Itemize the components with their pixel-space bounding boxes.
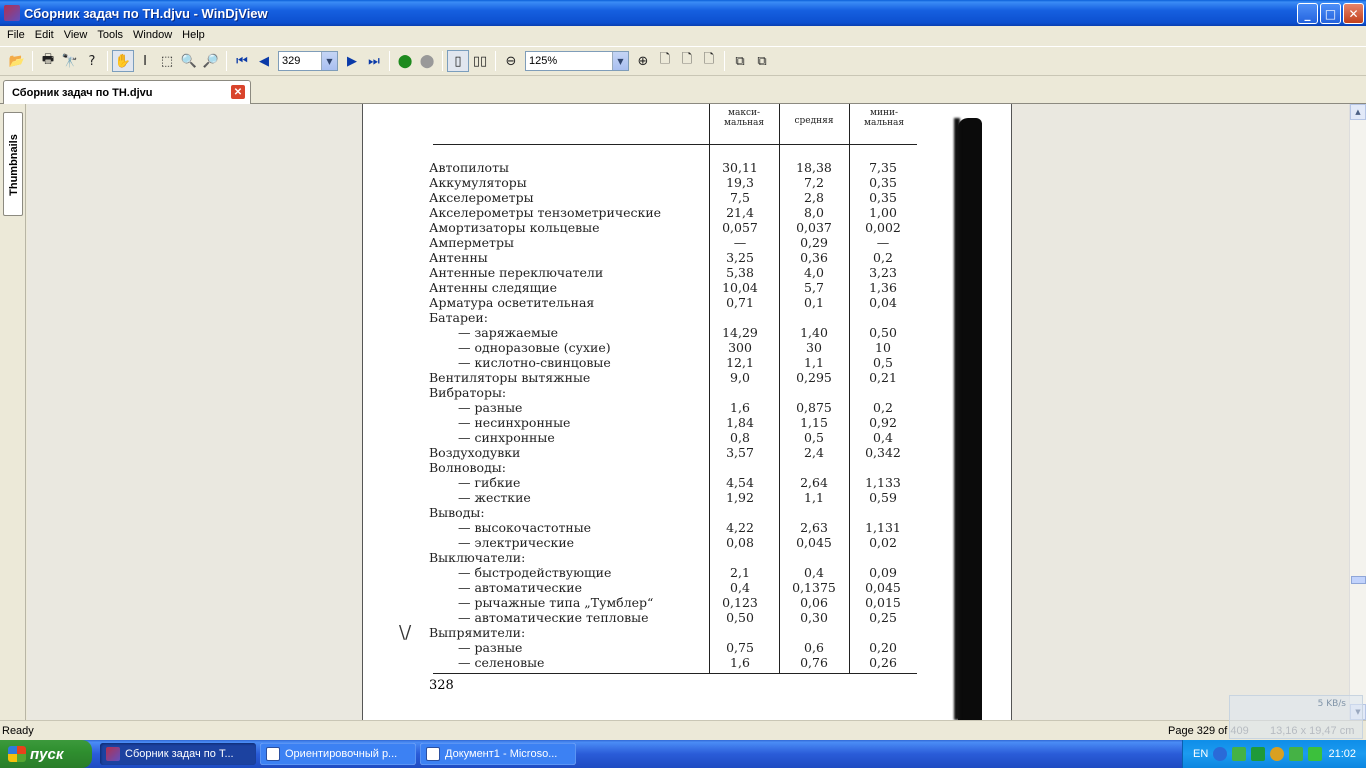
tab-strip — [0, 78, 1366, 104]
document-page — [362, 104, 1012, 720]
cell-max: 14,29 — [722, 325, 758, 340]
battery-icon[interactable] — [1308, 747, 1322, 761]
zoom-value: 125% — [529, 55, 558, 67]
cell-max: 10,04 — [722, 280, 758, 295]
row-name: Воздуходувки — [429, 445, 521, 460]
row-name: — высокочастотные — [458, 520, 592, 535]
row-name: Антенны следящие — [429, 280, 557, 295]
status-bar — [0, 720, 1366, 740]
cell-min: 0,26 — [869, 655, 897, 670]
data-table — [363, 104, 923, 704]
last-page-icon[interactable]: ⏭ — [368, 53, 380, 69]
cell-max: 19,3 — [726, 175, 754, 190]
system-tray — [1182, 740, 1366, 768]
cell-avg: 0,5 — [804, 430, 824, 445]
cell-avg: 1,1 — [804, 355, 824, 370]
print-icon[interactable]: 🖶 — [41, 52, 55, 67]
cell-avg: 0,36 — [800, 250, 828, 265]
column-header-avg: средняя — [794, 116, 834, 126]
menu-edit[interactable]: Edit — [34, 29, 54, 41]
chevron-down-icon[interactable]: ▼ — [321, 52, 337, 70]
vertical-scrollbar[interactable] — [1349, 104, 1366, 720]
row-name: Батареи: — [429, 310, 488, 325]
zoom-out-icon[interactable]: ⊖ — [505, 53, 517, 69]
cell-max: 0,123 — [722, 595, 758, 610]
cell-avg: 2,64 — [800, 475, 828, 490]
cell-max: 1,6 — [730, 655, 750, 670]
taskbar-button-label: Ориентировочный р... — [285, 748, 398, 760]
row-name: — синхронные — [458, 430, 555, 445]
cell-avg: 4,0 — [804, 265, 824, 280]
tab-label: Сборник задач по ТН.djvu — [12, 86, 153, 99]
rotate-right-icon[interactable]: ⧉ — [757, 53, 767, 69]
cell-min: 0,02 — [869, 535, 897, 550]
cell-min: — — [876, 235, 890, 250]
table-rule — [433, 673, 917, 674]
toolbar — [0, 46, 1366, 76]
windows-flag-icon — [8, 746, 26, 762]
row-name: Выключатели: — [429, 550, 526, 565]
cell-avg: 2,63 — [800, 520, 828, 535]
cell-avg: 0,29 — [800, 235, 828, 250]
rotate-left-icon[interactable]: ⧉ — [735, 53, 745, 69]
row-name: Амперметры — [429, 235, 514, 250]
tab-thumbnails[interactable] — [3, 112, 23, 216]
toolbar-separator — [389, 51, 390, 71]
fit-width-icon[interactable]: 🗋 — [681, 52, 693, 67]
fit-page-icon[interactable]: 🗋 — [659, 52, 671, 67]
close-button[interactable]: ✕ — [1343, 3, 1364, 24]
text-select-icon[interactable]: I — [143, 53, 147, 69]
cell-avg: 1,15 — [800, 415, 828, 430]
cell-min: 1,36 — [869, 280, 897, 295]
single-page-icon[interactable]: ▯ — [447, 50, 469, 72]
margin-mark: \/ — [399, 622, 412, 643]
row-name: — гибкие — [458, 475, 521, 490]
row-name: — электрические — [458, 535, 575, 550]
printed-page-number: 328 — [429, 678, 454, 693]
row-name: — рычажные типа „Тумблер“ — [458, 595, 654, 610]
cell-min: 0,35 — [869, 190, 897, 205]
two-pages-icon[interactable]: ▯▯ — [472, 53, 488, 69]
row-name: Антенны — [429, 250, 488, 265]
find-icon[interactable]: 🔭 — [61, 53, 79, 69]
language-indicator[interactable]: EN — [1193, 748, 1209, 760]
cell-min: 0,4 — [873, 430, 893, 445]
djvu-icon — [106, 747, 120, 761]
actual-size-icon[interactable]: 🗋 — [703, 52, 715, 67]
thumbnails-label: Thumbnails — [8, 134, 20, 196]
cell-max: 30,11 — [722, 160, 758, 175]
row-name: Акселерометры тензометрические — [429, 205, 662, 220]
cell-max: 1,92 — [726, 490, 754, 505]
side-panel — [0, 104, 26, 720]
cell-min: 0,342 — [865, 445, 901, 460]
toolbar-separator — [226, 51, 227, 71]
back-icon[interactable]: ⬤ — [397, 53, 413, 69]
cell-max: 4,54 — [726, 475, 754, 490]
scroll-up-icon[interactable]: ▲ — [1350, 104, 1366, 120]
row-name: Антенные переключатели — [429, 265, 604, 280]
page-number-combo[interactable] — [278, 51, 338, 71]
row-name: Волноводы: — [429, 460, 506, 475]
cell-avg: 0,30 — [800, 610, 828, 625]
page-info-label: Page 329 of — [1168, 724, 1228, 737]
cell-avg: 0,06 — [800, 595, 828, 610]
header-line: мальная — [723, 118, 765, 128]
word-icon — [426, 747, 440, 761]
cell-avg: 0,4 — [804, 565, 824, 580]
row-name: Вентиляторы вытяжные — [429, 370, 591, 385]
cell-avg: 5,7 — [804, 280, 824, 295]
toolbar-separator — [107, 51, 108, 71]
tray-app-icon[interactable] — [1270, 747, 1284, 761]
signal-icon[interactable] — [1289, 747, 1303, 761]
row-name: — кислотно-свинцовые — [458, 355, 611, 370]
cell-avg: 30 — [806, 340, 822, 355]
row-name: Автопилоты — [429, 160, 509, 175]
menu-window[interactable]: Window — [133, 29, 173, 41]
cell-min: 0,21 — [869, 370, 897, 385]
prev-page-icon[interactable]: ◀ — [259, 53, 269, 69]
header-line: макси- — [727, 108, 761, 118]
cell-max: 12,1 — [726, 355, 754, 370]
row-name: — жесткие — [458, 490, 531, 505]
cell-max: 0,4 — [730, 580, 750, 595]
cell-min: 1,133 — [865, 475, 901, 490]
taskbar-button-label: Документ1 - Microso... — [445, 748, 558, 760]
cell-min: 0,20 — [869, 640, 897, 655]
cell-max: 1,6 — [730, 400, 750, 415]
taskbar-button-word-1[interactable] — [260, 743, 416, 765]
table-rule — [433, 144, 917, 145]
cell-min: 3,23 — [869, 265, 897, 280]
row-name: — одноразовые (сухие) — [458, 340, 611, 355]
taskbar-button-windjview[interactable] — [100, 743, 256, 765]
tray-app-icon[interactable] — [1251, 747, 1265, 761]
hand-tool-icon[interactable]: ✋ — [112, 50, 134, 72]
cell-avg: 0,1375 — [792, 580, 836, 595]
row-name: Амортизаторы кольцевые — [429, 220, 600, 235]
cell-min: 1,131 — [865, 520, 901, 535]
document-view[interactable] — [27, 104, 1349, 720]
cell-max: 9,0 — [730, 370, 750, 385]
cell-min: 0,002 — [865, 220, 901, 235]
cell-max: 4,22 — [726, 520, 754, 535]
scan-shadow — [958, 118, 982, 720]
cell-max: 3,57 — [726, 445, 754, 460]
cell-avg: 0,045 — [796, 535, 832, 550]
app-icon[interactable] — [4, 5, 20, 21]
minimize-button[interactable]: _ — [1297, 3, 1318, 24]
header-line: мини- — [869, 108, 899, 118]
back-arrow-icon[interactable] — [1213, 747, 1227, 761]
menu-view[interactable]: View — [63, 29, 88, 41]
forward-icon[interactable]: ⬤ — [419, 53, 435, 69]
row-name: — разные — [458, 640, 523, 655]
row-name: — селеновые — [458, 655, 545, 670]
cell-max: 300 — [728, 340, 752, 355]
cell-min: 0,35 — [869, 175, 897, 190]
cell-min: 1,00 — [869, 205, 897, 220]
row-name: Арматура осветительная — [429, 295, 595, 310]
row-name: — автоматические — [458, 580, 583, 595]
next-page-icon[interactable]: ▶ — [347, 53, 357, 69]
toolbar-separator — [442, 51, 443, 71]
close-tab-icon[interactable]: ✕ — [231, 85, 245, 99]
cell-max: 0,08 — [726, 535, 754, 550]
cell-min: 0,59 — [869, 490, 897, 505]
cell-max: — — [733, 235, 747, 250]
cell-avg: 0,875 — [796, 400, 832, 415]
cell-min: 0,04 — [869, 295, 897, 310]
menu-tools[interactable]: Tools — [97, 29, 124, 41]
maximize-button[interactable]: □ — [1320, 3, 1341, 24]
cell-max: 2,1 — [730, 565, 750, 580]
row-name: — автоматические тепловые — [458, 610, 649, 625]
cell-avg: 0,6 — [804, 640, 824, 655]
start-label: пуск — [30, 745, 64, 763]
row-name: Вибраторы: — [429, 385, 507, 400]
row-name: Выпрямители: — [429, 625, 526, 640]
cell-avg: 2,4 — [804, 445, 824, 460]
toolbar-separator — [32, 51, 33, 71]
cell-avg: 0,295 — [796, 370, 832, 385]
cell-max: 0,50 — [726, 610, 754, 625]
network-speed: 5 KB/s — [1317, 699, 1346, 709]
cell-min: 0,09 — [869, 565, 897, 580]
cell-max: 5,38 — [726, 265, 754, 280]
taskbar — [0, 740, 1366, 768]
row-name: Аккумуляторы — [429, 175, 527, 190]
cell-min: 10 — [875, 340, 891, 355]
column-header-max — [711, 108, 777, 128]
taskbar-button-word-2[interactable] — [420, 743, 576, 765]
cell-min: 0,50 — [869, 325, 897, 340]
start-button[interactable] — [0, 740, 92, 768]
toolbar-separator — [495, 51, 496, 71]
cell-min: 0,5 — [873, 355, 893, 370]
zoom-combo[interactable] — [525, 51, 629, 71]
cell-min: 0,045 — [865, 580, 901, 595]
row-name: Выводы: — [429, 505, 485, 520]
title-bar — [0, 0, 1366, 26]
cell-max: 0,8 — [730, 430, 750, 445]
cell-min: 0,92 — [869, 415, 897, 430]
network-bars-icon[interactable] — [1232, 747, 1246, 761]
menu-help[interactable]: Help — [182, 29, 205, 41]
help-icon[interactable]: ? — [88, 53, 96, 69]
cell-avg: 0,76 — [800, 655, 828, 670]
page-number-value: 329 — [282, 55, 301, 67]
network-monitor-widget — [1229, 695, 1363, 739]
zoom-in-icon[interactable]: ⊕ — [637, 53, 649, 69]
row-name: — быстродействующие — [458, 565, 612, 580]
row-name: — несинхронные — [458, 415, 571, 430]
zoom-icon[interactable]: 🔍 — [180, 53, 198, 69]
cell-avg: 7,2 — [804, 175, 824, 190]
cell-avg: 18,38 — [796, 160, 832, 175]
cell-max: 0,71 — [726, 295, 754, 310]
cell-avg: 1,40 — [800, 325, 828, 340]
tab-document[interactable] — [3, 80, 251, 104]
cell-min: 7,35 — [869, 160, 897, 175]
cell-avg: 2,8 — [804, 190, 824, 205]
cell-avg: 0,037 — [796, 220, 832, 235]
row-name: — разные — [458, 400, 523, 415]
cell-avg: 1,1 — [804, 490, 824, 505]
cell-min: 0,015 — [865, 595, 901, 610]
word-icon — [266, 747, 280, 761]
chevron-down-icon[interactable]: ▼ — [612, 52, 628, 70]
row-name: Акселерометры — [429, 190, 534, 205]
cell-max: 1,84 — [726, 415, 754, 430]
cell-min: 0,2 — [873, 400, 893, 415]
cell-max: 21,4 — [726, 205, 754, 220]
column-header-min — [851, 108, 917, 128]
open-folder-icon[interactable]: 📂 — [8, 53, 26, 69]
menu-file[interactable]: File — [7, 29, 25, 41]
cell-min: 0,2 — [873, 250, 893, 265]
first-page-icon[interactable]: ⏮ — [236, 53, 248, 69]
cell-max: 7,5 — [730, 190, 750, 205]
scroll-thumb[interactable] — [1351, 576, 1366, 584]
cell-avg: 0,1 — [804, 295, 824, 310]
cell-max: 3,25 — [726, 250, 754, 265]
header-line: мальная — [863, 118, 905, 128]
toolbar-separator — [724, 51, 725, 71]
status-text: Ready — [2, 724, 34, 737]
clock: 21:02 — [1328, 748, 1356, 760]
cell-avg: 8,0 — [804, 205, 824, 220]
zoom-rect-icon[interactable]: 🔎 — [202, 53, 220, 69]
cell-max: 0,057 — [722, 220, 758, 235]
cell-min: 0,25 — [869, 610, 897, 625]
rect-select-icon[interactable]: ⬚ — [160, 53, 174, 69]
taskbar-button-label: Сборник задач по Т... — [125, 748, 234, 760]
row-name: — заряжаемые — [458, 325, 559, 340]
menu-bar — [0, 26, 1366, 44]
cell-max: 0,75 — [726, 640, 754, 655]
window-title: Сборник задач по ТН.djvu - WinDjView — [24, 5, 268, 21]
